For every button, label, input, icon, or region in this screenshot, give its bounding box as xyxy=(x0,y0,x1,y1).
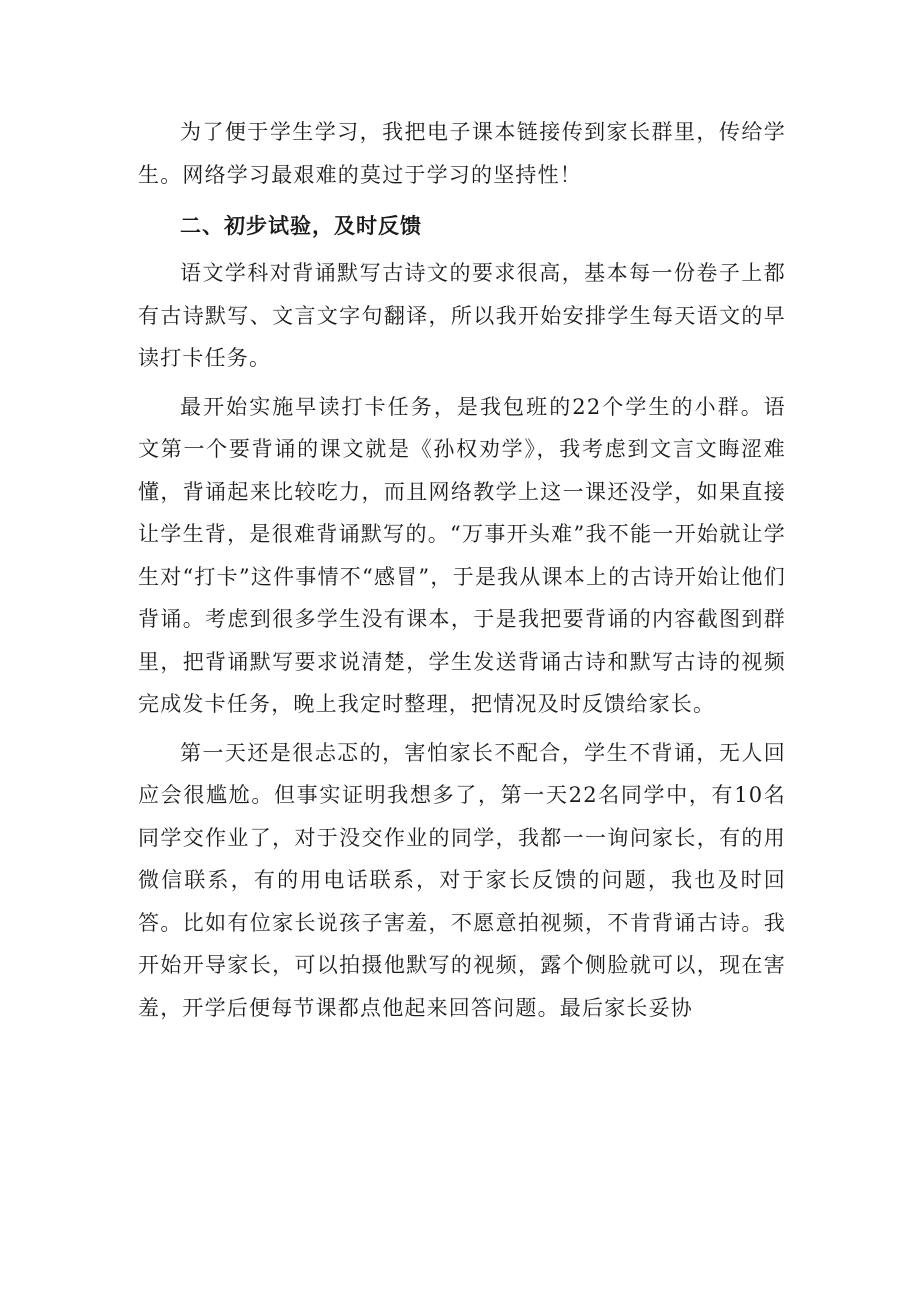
document-body xyxy=(138,111,786,1035)
paragraph-2: 语文学科对背诵默写古诗文的要求很高，基本每一份卷子上都有古诗默写、文言文字句翻译，所以我开始安排学生每天语文的早读打卡任务。 xyxy=(138,261,786,370)
paragraph-3: 最开始实施早读打卡任务，是我包班的22个学生的小群。语文第一个要背诵的课文就是《孙权劝学》，我考虑到文言文晦涩难懂，背诵起来比较吃力，而且网络教学上这一课还没学，如果直接让学生背，是很难背诵默写的。“万事开头难”我不能一开始就让学生对“打卡”这件事情不“感冒”，于是我从课本上的古诗开始让他们背诵。考虑到很多学生没有课本，于是我把要背诵的内容截图到群里，把背诵默写要求说清楚，学生发送背诵古诗和默写古诗的视频完成发卡任务，晚上我定时整理，把情况及时反馈给家长。 xyxy=(138,394,786,716)
section-heading: 二、初步试验，及时反馈 xyxy=(180,214,422,238)
paragraph-4: 第一天还是很忐忑的，害怕家长不配合，学生不背诵，无人回应会很尴尬。但事实证明我想多了，第一天22名同学中，有10名同学交作业了，对于没交作业的同学，我都一一询问家长，有的用微信联系，有的用电话联系，对于家长反馈的问题，我也及时回答。比如有位家长说孩子害羞，不愿意拍视频，不肯背诵古诗。我开始开导家长，可以拍摄他默写的视频，露个侧脸就可以，现在害羞，开学后便每节课都点他起来回答问题。最后家长妥协 xyxy=(138,740,786,1020)
paragraph-1: 为了便于学生学习，我把电子课本链接传到家长群里，传给学生。网络学习最艰难的莫过于学习的坚持性！ xyxy=(138,120,786,187)
